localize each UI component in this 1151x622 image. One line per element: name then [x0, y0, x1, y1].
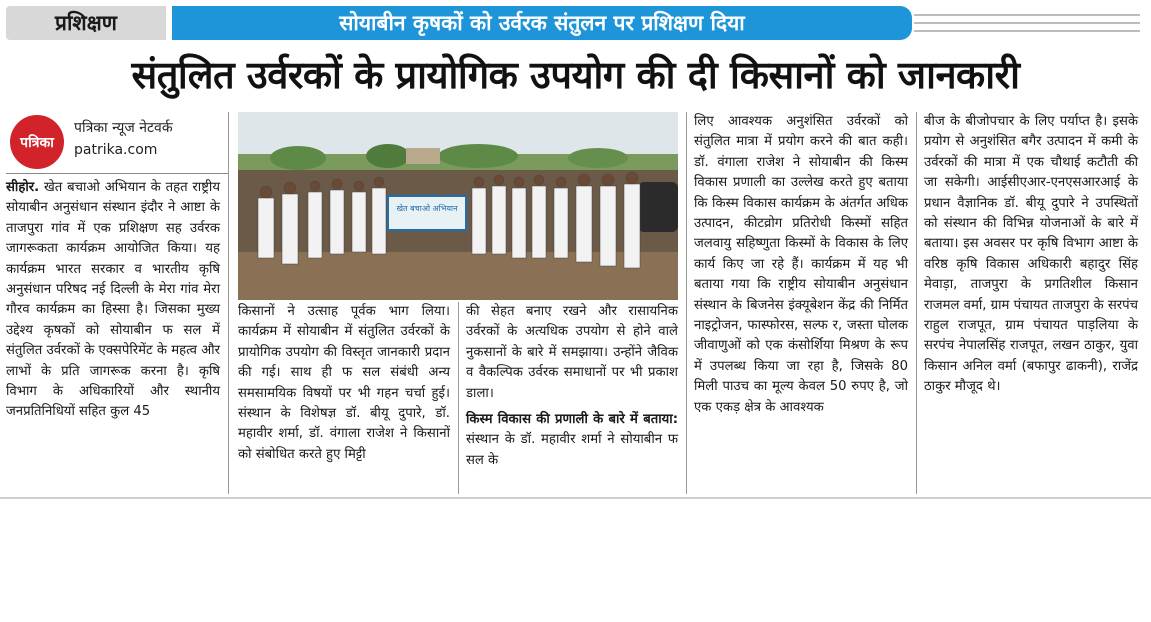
byline-network: पत्रिका न्यूज नेटवर्क — [74, 120, 173, 136]
dateline: सीहोर. — [6, 180, 40, 195]
byline — [74, 117, 173, 161]
column-2-text: किसानों ने उत्साह पूर्वक भाग लिया। कार्यक्रम में सोयाबीन में संतुलित उर्वरकों के प्रायोगिक उपयोग की विस्तृत जानकारी प्रदान की गई। साथ ही फ सल संबंधी अन्य समसामयिक विषयों पर भी गहन चर्चा हुई। संस्थान के विशेषज्ञ डॉ. बीयू दुपारे, डॉ. महावीर शर्मा, डॉ. वंगाला राजेश ने किसानों को संबोधित करते हुए मिट्टी — [238, 304, 450, 462]
divider-line — [6, 173, 228, 174]
event-photo — [238, 112, 678, 300]
column-divider — [686, 112, 687, 494]
article-column-4 — [694, 112, 908, 418]
patrika-logo: पत्रिका — [10, 115, 64, 169]
article-column-2 — [238, 302, 450, 465]
divider-line — [914, 14, 1140, 16]
bottom-divider — [0, 497, 1151, 499]
divider-line — [914, 22, 1140, 24]
byline-site: patrika.com — [74, 142, 158, 158]
banner-title: सोयाबीन कृषकों को उर्वरक संतुलन पर प्रशिक्षण दिया — [172, 6, 912, 40]
column-divider — [916, 112, 917, 494]
photo-banner-text: खेत बचाओ अभियान — [396, 204, 458, 213]
headline: संतुलित उर्वरकों के प्रायोगिक उपयोग की दी किसानों को जानकारी — [131, 53, 1020, 97]
column-divider — [458, 302, 459, 494]
article-column-3 — [466, 302, 678, 471]
column-4-text: लिए आवश्यक अनुशंसित उर्वरकों को संतुलित मात्रा में प्रयोग करने की बात कही। डॉ. वंगाला राजेश ने सोयाबीन की किस्म विकास प्रणाली का उल्लेख करते हुए बताया कि किस्म विकास कार्यक्रम के अंतर्गत अधिक उत्पादन, कीटव्रोग प्रतिरोधी किस्मों सहित जलवायु सहिष्णुता किस्मों के विकास के लिए कार्य किए जा रहे हैं। कार्यक्रम में यह भी बताया गया कि राष्ट्रीय सोयाबीन अनुसंधान संस्थान के बिजनेस इंक्यूबेशन केंद्र की निर्मित नाइट्रोजन, फास्फोरस, सल्फ र, जस्ता घोलक जीवाणुओं को एक कंसोर्शिया मिश्रण के रूप में उपलब्ध किया जा रहा है, जिसके 80 मिली पाउच का मूल्य केवल 50 रुपए है, जो एक एकड़ क्षेत्र के आवश्यक — [694, 114, 908, 415]
section-tag: प्रशिक्षण — [6, 6, 166, 40]
column-3-text: की सेहत बनाए रखने और रासायनिक उर्वरकों के अत्यधिक उपयोग से होने वाले नुकसानों के बारे में समझाया। उन्होंने जैविक व वैकल्पिक उर्वरक समाधानों पर भी प्रकाश डाला। — [466, 304, 678, 401]
column-divider — [228, 112, 229, 494]
column-3-text-2: संस्थान के डॉ. महावीर शर्मा ने सोयाबीन फ सल के — [466, 432, 678, 468]
article-column-5 — [924, 112, 1138, 398]
column-5-text: बीज के बीजोपचार के लिए पर्याप्त है। इसके प्रयोग से अनुशंसित बगैर उत्पादन में कमी के उर्वरकों की मात्रा में एक चौथाई कटौती की जा सकेगी। आईसीएआर-एनएसआरआई के प्रधान वैज्ञानिक डॉ. बीयू दुपारे ने उपस्थितों को संस्थान की विभिन्न योजनाओं के बारे में बताया। इस अवसर पर कृषि विभाग आष्टा के वरिष्ठ कृषि विकास अधिकारी बहादुर सिंह मेवाड़ा, ताजपुरा के प्रगतिशील किसान राजमल वर्मा, ग्राम पंचायत ताजपुरा के सरपंच राहुल राजपूत, ग्राम पंचायत पाड़लिया के सरपंच नेपालसिंह राजपूत, लखन ठाकुर, युवा किसान अनिल वर्मा (बफापुर ढाकनी), राजेंद्र ठाकुर मौजूद थे। — [924, 114, 1138, 395]
column-1-text: खेत बचाओ अभियान के तहत राष्ट्रीय सोयाबीन अनुसंधान संस्थान इंदौर ने आष्टा के ताजपुरा गांव में एक प्रशिक्षण सह उर्वरक जागरूकता कार्यक्रम आयोजित किया। यह कार्यक्रम भारत सरकार व भारतीय कृषि अनुसंधान परिषद नई दिल्ली के मेरा गांव मेरा गौरव कार्यक्रम का हिस्सा है। जिसका मुख्य उद्देश्य कृषकों को सोयाबीन फ सल में संतुलित उर्वरकों के एक्सपेरिमेंट के महत्व और लाभों के प्रति जागरूक करना है। कृषि विभाग के अधिकारियों और स्थानीय जनप्रतिनिधियों सहित कुल 45 — [6, 180, 220, 420]
divider-line — [914, 30, 1140, 32]
article-column-1 — [6, 178, 220, 423]
subhead: किस्म विकास की प्रणाली के बारे में बताया: — [466, 412, 678, 428]
